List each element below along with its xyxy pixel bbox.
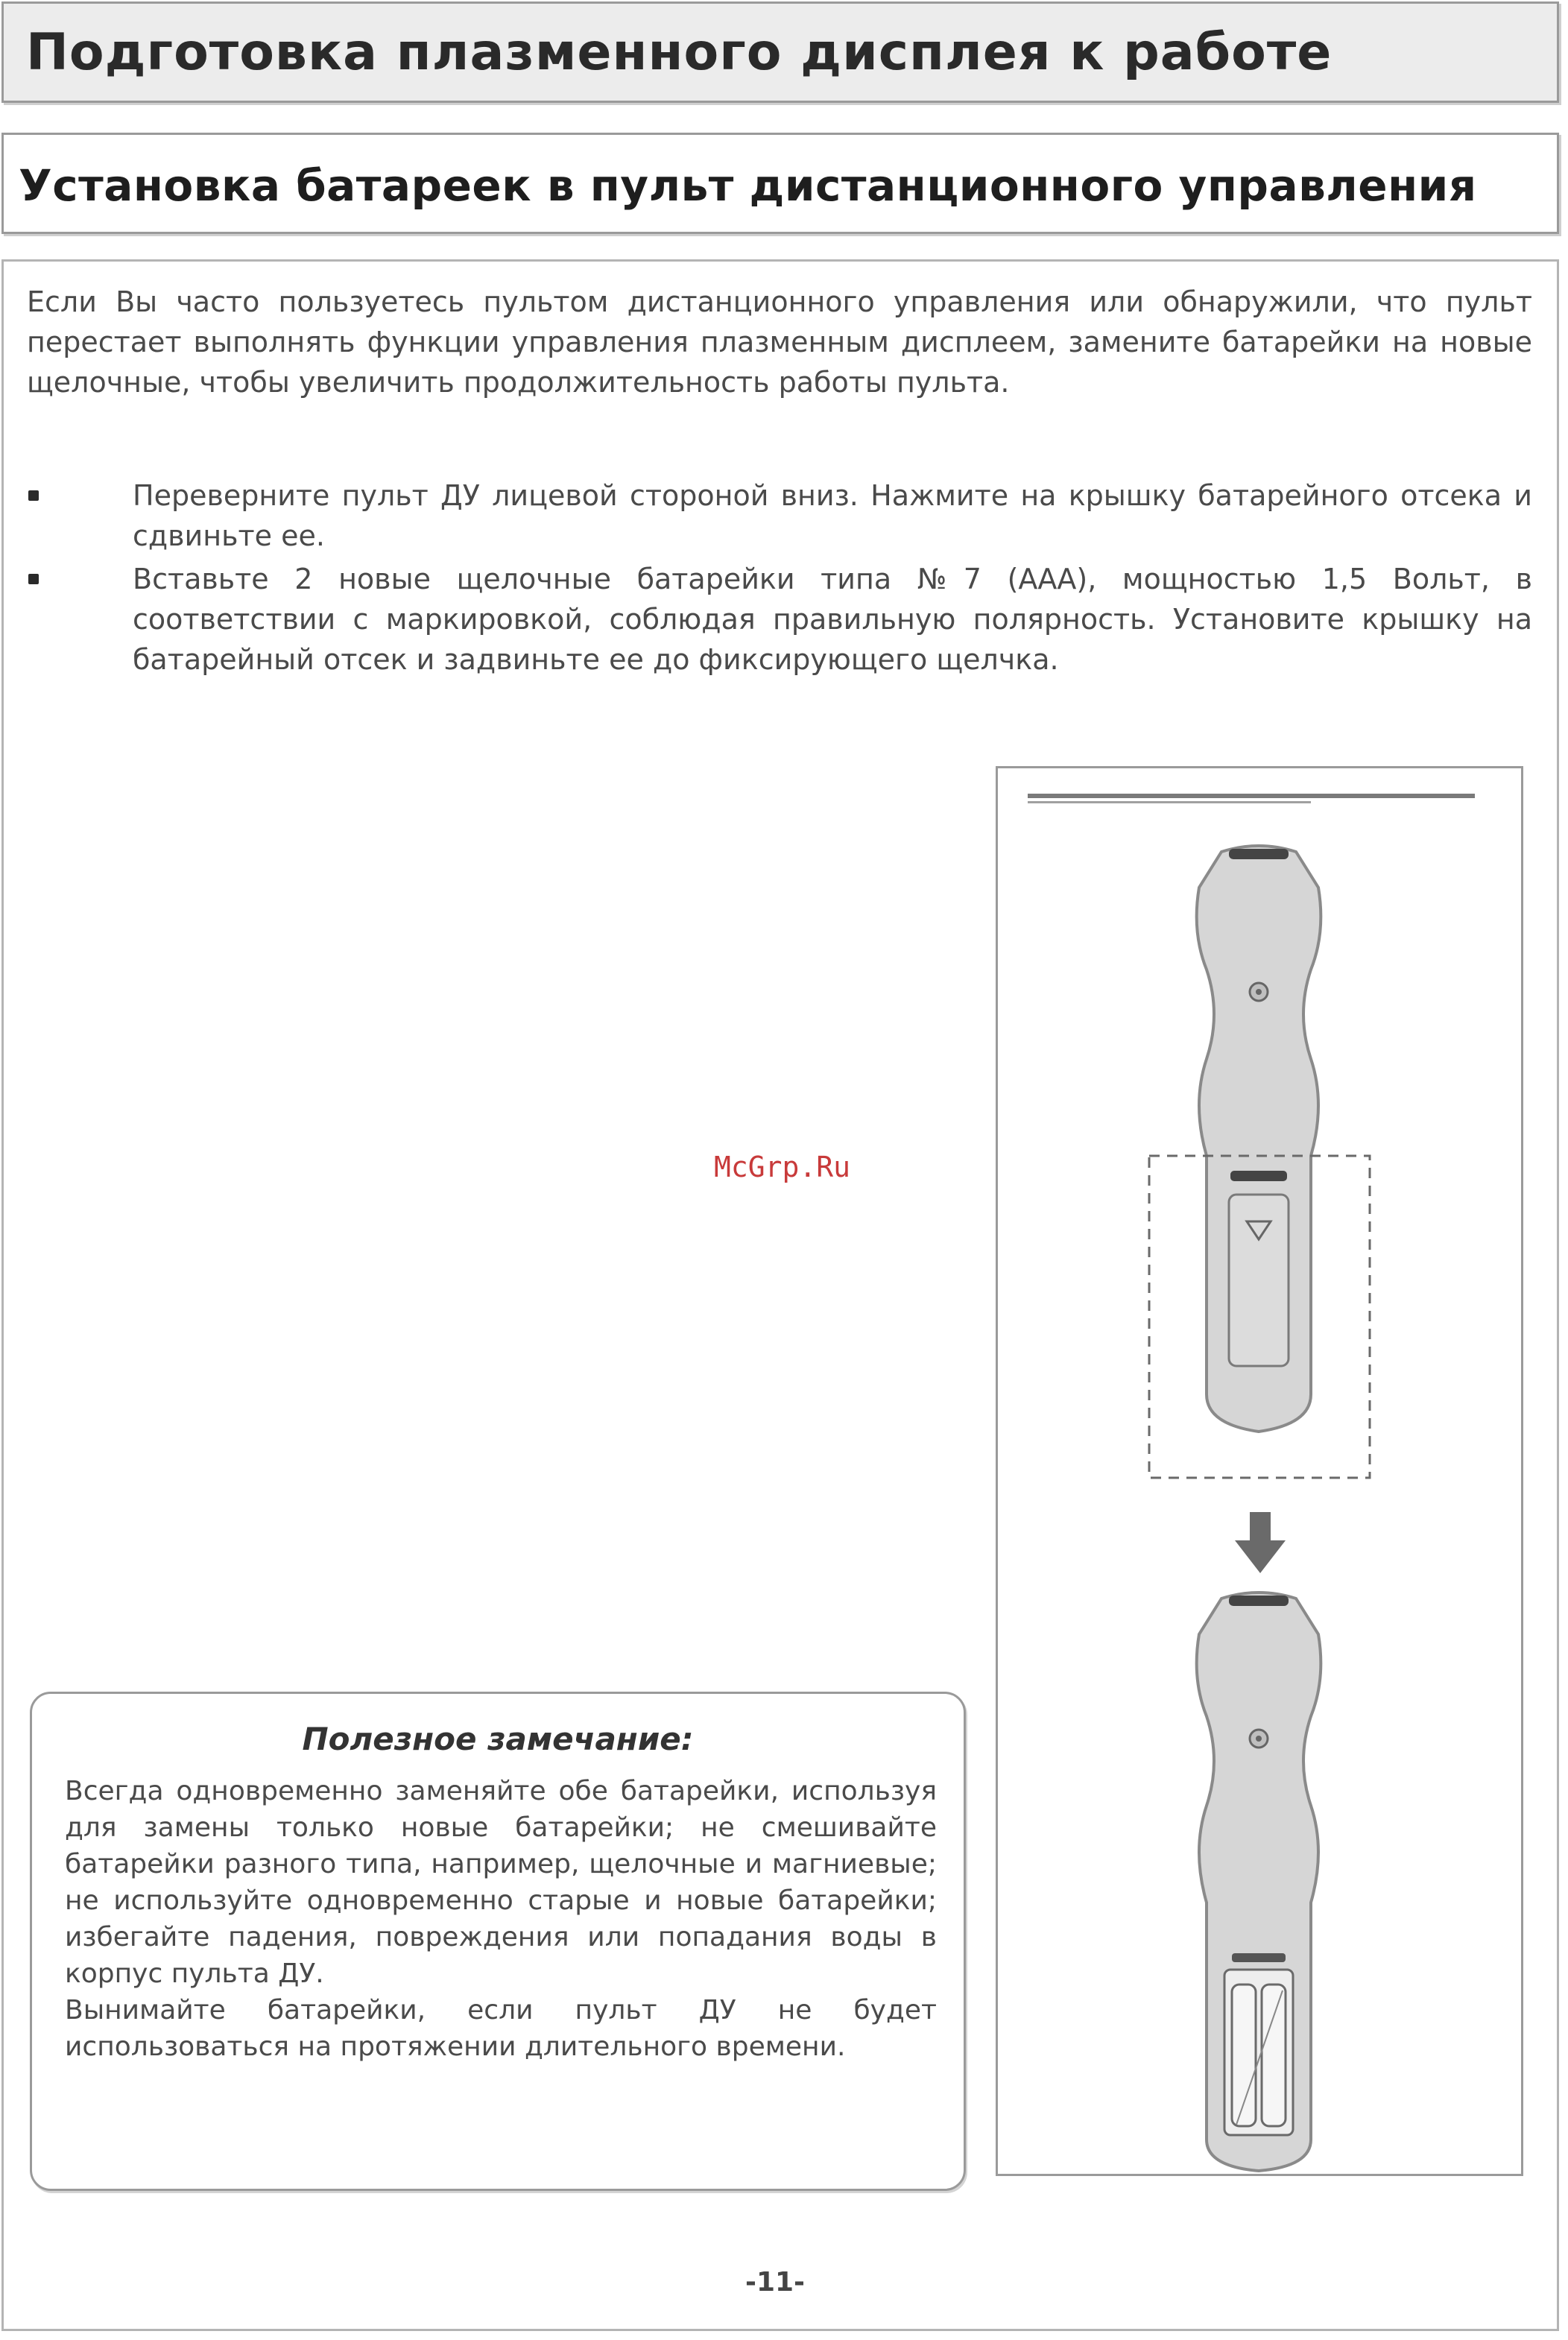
step-text: Вставьте 2 новые щелочные батарейки типа №7 (ААА), мощностью 1,5 Вольт, в соответствии с маркировкой, соблюдая правильную полярность. Установите крышку на батарейный отсек и задвиньте ее до фиксирующего щелчка. — [133, 563, 1532, 676]
title-banner — [1, 1, 1559, 103]
page-number: -11- — [745, 2267, 805, 2298]
section-banner — [1, 133, 1559, 234]
note-paragraph: Вынимайте батарейки, если пульт ДУ не будет использоваться на протяжении длительного времени. — [65, 1995, 937, 2062]
arrow-down-icon — [1235, 1512, 1286, 1573]
page-title: Подготовка плазменного дисплея к работе — [26, 23, 1333, 82]
step-list — [27, 475, 1532, 683]
step-item — [27, 559, 1532, 680]
step-item — [27, 475, 1532, 556]
intro-paragraph: Если Вы часто пользуетесь пультом дистанционного управления или обнаружили, что пульт перестает выполнять функции управления плазменным дисплеем, замените батарейки на новые щелочные, чтобы увеличить продолжительность работы пульта. — [27, 285, 1532, 399]
bullet-icon — [28, 490, 39, 501]
step-text: Переверните пульт ДУ лицевой стороной вниз. Нажмите на крышку батарейного отсека и сдвиньте ее. — [133, 479, 1532, 552]
bullet-icon — [28, 574, 39, 584]
note-box — [30, 1692, 966, 2191]
figure-panel — [996, 766, 1523, 2176]
note-title: Полезное замечание: — [302, 1721, 694, 1757]
note-paragraph: Всегда одновременно заменяйте обе батарейки, используя для замены только новые батарейки; не смешивайте батарейки разного типа, например, щелочные и магниевые; не используйте одновременно старые и новые батарейки; избегайте падения, повреждения или попадания воды в корпус пульта ДУ. — [65, 1776, 937, 1989]
remote-back-open-icon — [1197, 1593, 1321, 2171]
section-title: Установка батареек в пульт дистанционного управления — [19, 160, 1477, 211]
remote-illustration — [998, 768, 1521, 2174]
remote-back-closed-icon — [1149, 846, 1370, 1478]
watermark: McGrp.Ru — [714, 1151, 851, 1183]
caption-strokes — [1028, 794, 1475, 803]
note-body — [65, 1773, 937, 2065]
